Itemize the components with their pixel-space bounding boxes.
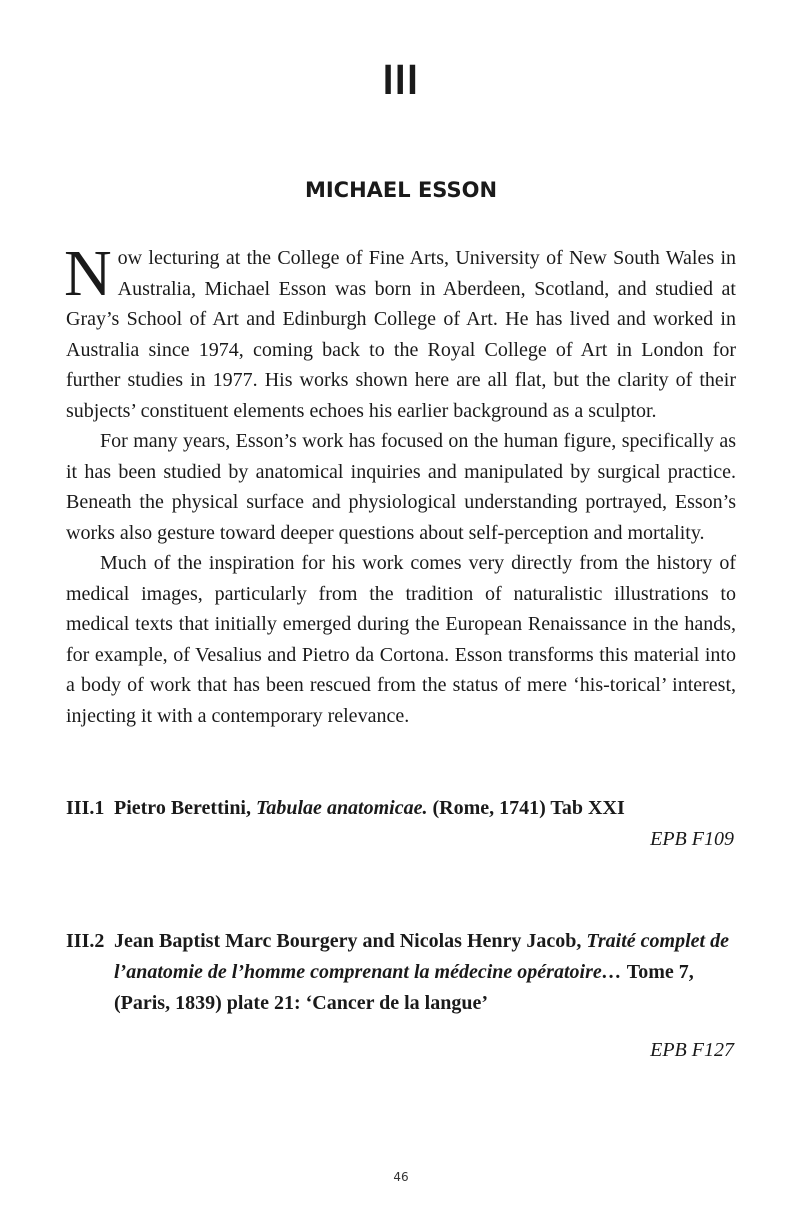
paragraph-2: For many years, Esson’s work has focused on the human figure, specifically as it has been studied by anatomical inquiries and manipulated by surgical practice. Beneath the physical surface and physiological understanding portrayed, Esson’s works also gesture toward deeper questions about self-perception and mortality. xyxy=(66,430,736,544)
catalogue-entry-2 xyxy=(66,926,736,1066)
entry-volume: Tome 7, xyxy=(626,961,694,983)
entry-details: (Rome, 1741) Tab XXI xyxy=(432,797,625,819)
entry-reference: EPB F109 xyxy=(650,828,734,850)
body-text xyxy=(64,237,736,731)
entry-citation xyxy=(114,926,736,1019)
entry-author: Pietro Berettini, xyxy=(114,797,251,819)
page-number: 46 xyxy=(393,1170,409,1184)
drop-cap: N xyxy=(64,237,112,310)
entry-details: (Paris, 1839) plate 21: ‘Cancer de la langue’ xyxy=(114,992,489,1014)
chapter-number: III xyxy=(382,58,420,104)
paragraph-1 xyxy=(64,237,736,426)
document-page xyxy=(66,0,736,1231)
catalogue-entry-1 xyxy=(66,793,736,855)
entry-citation xyxy=(114,793,736,824)
entry-title: Tabulae anatomicae. xyxy=(256,797,428,819)
paragraph-3: Much of the inspiration for his work comes very directly from the history of medical images, particularly from the tradition of naturalistic illustrations to medical texts that initially emerged during the European Renaissance in the hands, for example, of Vesalius and Pietro da Cortona. Esson transforms this material into a body of work that has been rescued from the status of mere ‘his-torical’ interest, injecting it with a contemporary relevance. xyxy=(66,552,736,727)
entry-number: III.1 xyxy=(66,797,105,819)
chapter-title: MICHAEL ESSON xyxy=(304,178,498,202)
paragraph-1-text: ow lecturing at the College of Fine Arts, University of New South Wales in Australia, Michael Esson was born in Aberdeen, Scotland, and studied at Gray’s School of Art and Edinburgh College of Art. He has lived and worked in Australia since 1974, coming back to the Royal College of Art in London for further studies in 1977. His works shown here are all flat, but the clarity of their subjects’ constituent elements echoes his earlier background as a sculptor. xyxy=(66,247,736,422)
entry-author: Jean Baptist Marc Bourgery and Nicolas Henry Jacob, xyxy=(114,930,582,952)
entry-number: III.2 xyxy=(66,930,105,952)
entry-reference: EPB F127 xyxy=(650,1039,734,1061)
entry-title: Traité complet de l’anatomie de l’homme comprenant la médecine opératoire… xyxy=(114,930,729,983)
